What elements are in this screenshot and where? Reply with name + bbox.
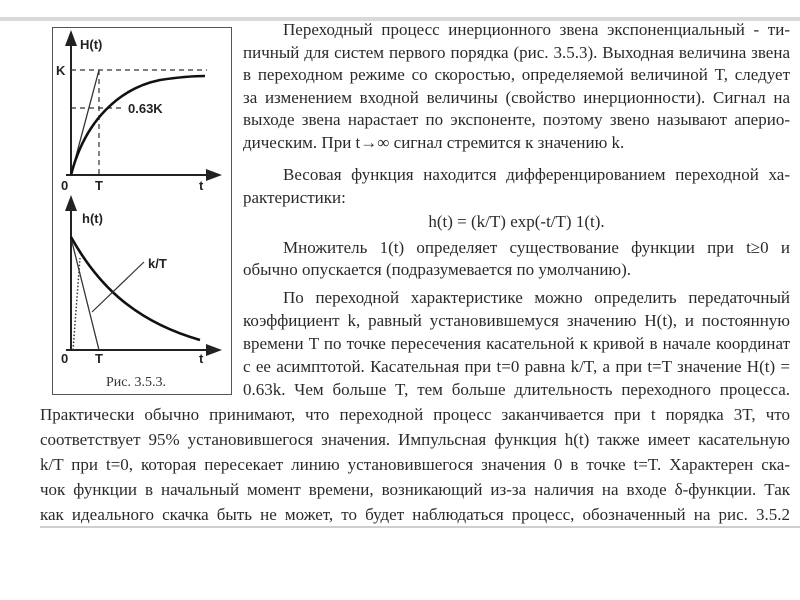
slope-label: k/T xyxy=(148,256,167,271)
top-t-mark: T xyxy=(95,178,103,193)
impulse-response-curve xyxy=(71,237,200,340)
bottom-x-label: t xyxy=(199,351,204,366)
figure-caption: Рис. 3.5.3. xyxy=(106,375,166,390)
063k-label: 0.63K xyxy=(128,101,163,116)
text-line: за изменением входной величины (свойство инерционности). Сигнал на xyxy=(243,88,790,107)
bottom-t-mark: T xyxy=(95,351,103,366)
text-line: выходе звена нарастает по экспоненте, поэтому звено называют аперио- xyxy=(243,110,790,129)
text-line: По переходной характеристике можно определить передаточный xyxy=(283,288,790,307)
text-line: времени T по точке пересечения касательной к кривой в начале координат xyxy=(243,334,790,353)
text-line: 0.63k. Чем больше T, тем больше длительность переходного процесса. xyxy=(243,380,790,399)
slope-pointer xyxy=(92,262,144,312)
text-line: с ее асимптотой. Касательная при t=0 равна k/T, а при t=T значение H(t) = xyxy=(243,357,790,376)
bottom-y-label: h(t) xyxy=(82,211,103,226)
top-origin-label: 0 xyxy=(61,178,69,193)
figure-graphs xyxy=(52,27,234,397)
text-line: соответствует 95% установившегося значения. Импульсная функция h(t) также имеет касательную xyxy=(40,430,790,449)
text-line: как идеального скачка быть не может, то будет наблюдаться процесс, обозначенный на рис. 3.5.2 xyxy=(40,505,790,524)
text-line: Весовая функция находится дифференцированием переходной ха- xyxy=(283,165,790,184)
formula: h(t) = (k/T) exp(-t/T) 1(t). xyxy=(428,212,605,231)
text-line: Практически обычно принимают, что переходной процесс заканчивается при t порядка 3T, что xyxy=(40,405,790,424)
step-response-curve xyxy=(71,76,205,175)
slide-bottom-border xyxy=(40,526,800,528)
text-line: чок функции в начальный момент времени, возникающий из-за наличия на входе δ-функции. Так xyxy=(40,480,790,499)
text-line: дическим. При t→∞ сигнал стремится к значению k. xyxy=(243,133,625,152)
top-y-label: H(t) xyxy=(80,37,103,52)
bottom-origin-label: 0 xyxy=(61,351,69,366)
top-x-label: t xyxy=(199,178,204,193)
text-line: Переходный процесс инерционного звена экспоненциальный - ти- xyxy=(283,20,790,39)
figure-3-5-3 xyxy=(52,27,232,395)
text-line: в переходном режиме со скоростью, определяемой величиной T, следует xyxy=(243,65,790,84)
text-line: обычно опускается (подразумевается по умолчанию). xyxy=(243,260,632,279)
text-line: Множитель 1(t) определяет существование функции при t≥0 и xyxy=(283,238,790,257)
dotted-rise-line xyxy=(73,258,80,350)
text-line: пичный для систем первого порядка (рис. 3.5.3). Выходная величина звена xyxy=(243,43,790,62)
bottom-tangent-line xyxy=(71,238,99,350)
text-line: k/T при t=0, которая пересекает линию установившегося значения 0 в точке t=T. Характерен ска- xyxy=(40,455,790,474)
k-label: K xyxy=(56,63,66,78)
text-line: рактеристики: xyxy=(243,188,346,207)
text-line: коэффициент k, равный установившемуся значению H(t), и постоянную xyxy=(243,311,790,330)
